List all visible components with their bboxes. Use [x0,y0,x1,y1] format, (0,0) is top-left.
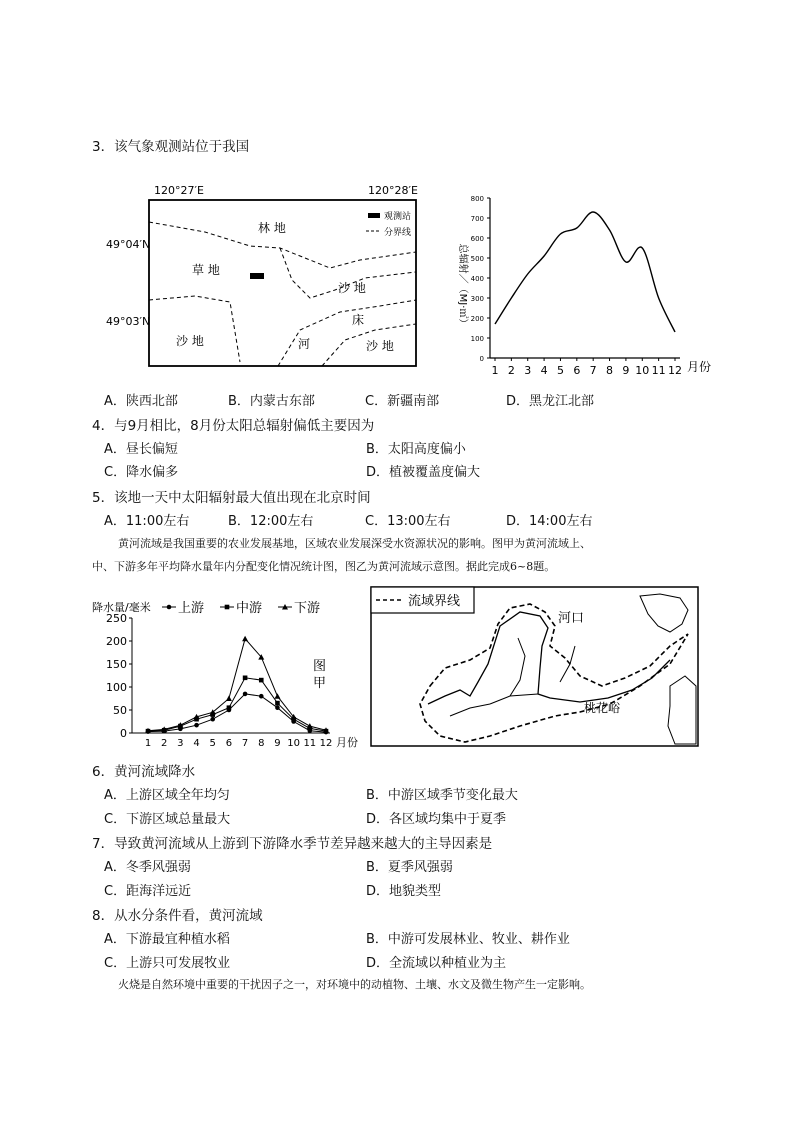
radiation-x-tick-label: 5 [556,364,564,377]
q8-option-a[interactable]: A．下游最宜种植水稻 [104,932,230,947]
precip-legend-marker-1 [167,605,172,610]
label-grass: 草 地 [192,263,220,277]
precip-ylabel: 降水量/毫米 [92,601,151,614]
basin-map [370,586,700,748]
precip-y-tick-label: 50 [113,704,127,717]
precip-y-tick-label: 200 [106,635,127,648]
q8-option-c[interactable]: C．上游只可发展牧业 [104,956,231,971]
radiation-y-tick-label: 800 [470,195,484,203]
q5-option-d[interactable]: D．14:00左右 [506,514,593,529]
precip-point-3 [274,693,280,699]
precip-series-line-3 [148,639,326,731]
radiation-series-line [495,212,675,332]
precip-x-tick-label: 1 [144,738,152,749]
boundary-line-4 [278,300,416,366]
radiation-x-tick-label: 3 [524,364,532,377]
q7-option-d[interactable]: D．地貌类型 [366,884,442,899]
legend-station: 观测站 [384,212,412,222]
precip-x-tick-label: 3 [177,738,184,749]
precip-point-2 [243,676,248,681]
q4-stem: 4．与9月相比，8月份太阳总辐射偏低主要因为 [92,418,375,434]
radiation-y-tick-label: 400 [470,275,484,283]
q3-option-b[interactable]: B．内蒙古东部 [228,394,315,409]
intro-6-8-line2: 中、下游多年平均降水量年内分配变化情况统计图，图乙为黄河流域示意图。据此完成6~8题。 [92,560,556,573]
q4-option-c[interactable]: C．降水偏多 [104,465,179,480]
precip-series-line-2 [148,678,326,731]
legend-station-icon [368,213,380,218]
q4-option-b[interactable]: B．太阳高度偏小 [366,442,466,457]
fig-jia-label-1: 图 [313,659,327,674]
radiation-y-tick-label: 600 [470,235,484,243]
q4-option-d[interactable]: D．植被覆盖度偏大 [366,465,481,480]
precip-y-tick-label: 100 [106,681,127,694]
radiation-x-tick-label: 11 [651,364,666,377]
radiation-x-tick-label: 9 [622,364,630,377]
precip-legend-label-1: 上游 [178,601,205,616]
precip-x-tick-label: 8 [258,738,265,749]
lon-left: 120°27′E [154,184,204,197]
precip-point-1 [275,705,280,710]
radiation-x-tick-label: 2 [507,364,515,377]
radiation-ylabel: 总辐射／（MJ·㎡） [457,243,468,329]
radiation-x-tick-label: 8 [606,364,614,377]
radiation-y-tick-label: 300 [470,295,484,303]
radiation-y-tick-label: 500 [470,255,484,263]
precip-x-tick-label: 10 [287,738,301,749]
q3-option-a[interactable]: A．陕西北部 [104,394,178,409]
radiation-y-tick-label: 100 [470,335,484,343]
radiation-x-tick-label: 1 [491,364,499,377]
radiation-x-tick-label: 6 [573,364,581,377]
q3-stem: 3．该气象观测站位于我国 [92,139,250,155]
label-sand-1: 沙 地 [338,281,366,295]
precip-y-tick-label: 250 [106,612,127,625]
q3-option-d[interactable]: D．黑龙江北部 [506,394,595,409]
q6-option-d[interactable]: D．各区域均集中于夏季 [366,812,507,827]
precip-legend-label-2: 中游 [236,601,263,616]
precip-x-tick-label: 6 [225,738,233,749]
precip-point-3 [307,723,313,729]
precip-point-3 [226,696,232,702]
intro-6-8-line1: 黄河流域是我国重要的农业发展基地，区域农业发展深受水资源状况的影响。图甲为黄河流域上、 [118,537,591,550]
radiation-y-tick-label: 0 [479,355,484,363]
place-hekou: 河口 [558,611,585,626]
q6-option-b[interactable]: B．中游区域季节变化最大 [366,788,518,803]
q7-option-b[interactable]: B．夏季风强弱 [366,860,453,875]
place-taohuayu: 桃花峪 [584,701,621,715]
q8-option-d[interactable]: D．全流域以种植业为主 [366,956,507,971]
precip-x-tick-label: 12 [319,738,333,749]
q7-option-a[interactable]: A．冬季风强弱 [104,860,191,875]
label-sand-3: 沙 地 [366,339,394,353]
q5-option-a[interactable]: A．11:00左右 [104,514,190,529]
q8-option-b[interactable]: B．中游可发展林业、牧业、耕作业 [366,932,570,947]
precip-point-1 [243,692,248,697]
precip-point-1 [194,723,199,728]
precip-legend [162,600,320,616]
label-forest: 林 地 [258,221,286,235]
precip-xlabel: 月份 [336,736,358,749]
label-bed: 床 [352,313,365,327]
q6-option-a[interactable]: A．上游区域全年均匀 [104,788,230,803]
q6-option-c[interactable]: C．下游区域总量最大 [104,812,231,827]
radiation-x-tick-label: 10 [635,364,650,377]
q3-option-c[interactable]: C．新疆南部 [365,394,440,409]
label-sand-2: 沙 地 [176,334,204,348]
lat-top: 49°04′N [106,238,151,251]
station-map [100,180,430,375]
radiation-y-tick-label: 700 [470,215,484,223]
precip-x-tick-label: 9 [274,738,281,749]
precip-x-tick-label: 5 [209,738,216,749]
precip-y-tick-label: 150 [106,658,127,671]
precip-x-tick-label: 2 [160,738,168,749]
lat-bottom: 49°03′N [106,315,151,328]
precip-point-1 [259,694,264,699]
q4-option-a[interactable]: A．昼长偏短 [104,442,178,457]
station-marker [250,273,264,279]
q5-option-b[interactable]: B．12:00左右 [228,514,314,529]
precip-chart [90,596,370,756]
radiation-y-tick-label: 200 [470,315,484,323]
q7-option-c[interactable]: C．距海洋远近 [104,884,192,899]
intro-next-line1: 火烧是自然环境中重要的干扰因子之一，对环境中的动植物、土壤、水文及微生物产生一定影响。 [118,978,591,991]
precip-point-2 [227,705,232,710]
radiation-chart [440,186,720,386]
precip-y-tick-label: 0 [120,727,127,740]
precip-point-2 [275,701,280,706]
precip-legend-label-3: 下游 [294,601,321,616]
precip-x-tick-label: 11 [303,738,317,749]
precip-legend-marker-2 [225,605,230,610]
q6-stem: 6．黄河流域降水 [92,764,196,780]
boundary-line-3 [149,296,240,362]
radiation-x-tick-label: 4 [540,364,548,377]
precip-x-tick-label: 4 [193,738,200,749]
q5-stem: 5．该地一天中太阳辐射最大值出现在北京时间 [92,490,371,506]
radiation-x-tick-label: 7 [589,364,597,377]
precip-point-1 [210,717,215,722]
precip-point-3 [242,636,248,642]
fig-jia-label-2: 甲 [313,676,327,691]
radiation-xlabel: 月份 [687,360,712,374]
basin-legend: 流域界线 [408,594,461,609]
q7-stem: 7．导致黄河流域从上游到下游降水季节差异越来越大的主导因素是 [92,836,493,852]
q5-option-c[interactable]: C．13:00左右 [365,514,451,529]
precip-point-2 [259,678,264,683]
precip-x-tick-label: 7 [241,738,249,749]
label-river: 河 [298,337,311,351]
q8-stem: 8．从水分条件看，黄河流域 [92,908,263,924]
radiation-x-tick-label: 12 [668,364,682,377]
legend-boundary: 分界线 [384,228,412,238]
lon-right: 120°28′E [368,184,418,197]
